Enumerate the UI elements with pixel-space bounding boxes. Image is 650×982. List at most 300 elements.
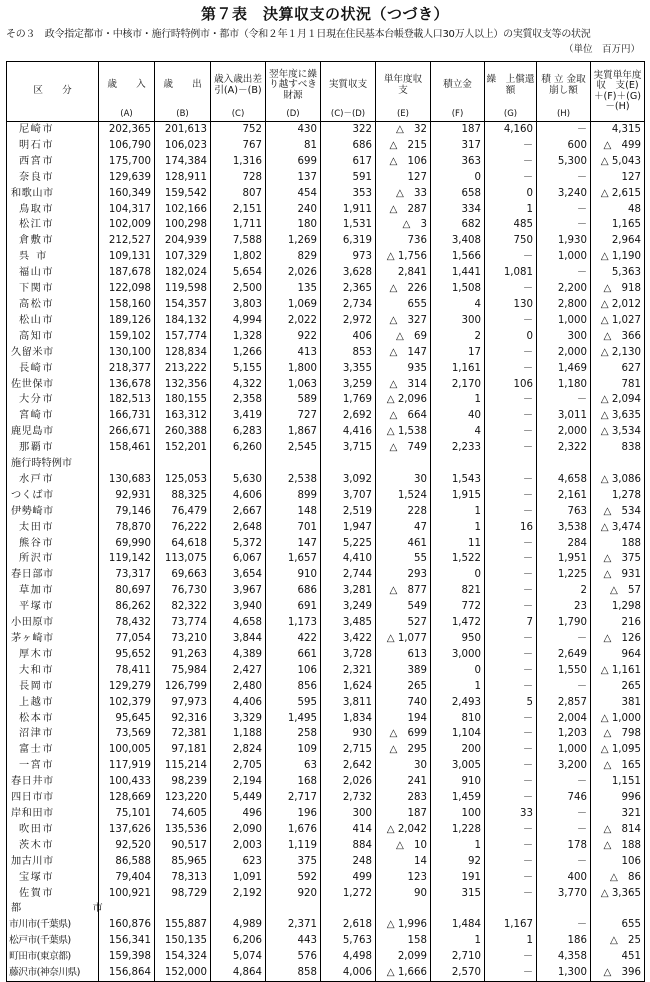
value-cell: △ 931 xyxy=(591,567,645,583)
value-cell: 4,658 xyxy=(211,615,266,631)
column-header-label: 歳 入 xyxy=(107,79,146,91)
city-name: 福山市 xyxy=(7,265,99,281)
value-cell: 413 xyxy=(266,345,321,361)
value-cell: 1,930 xyxy=(537,233,591,249)
value-cell: 77,054 xyxy=(99,631,155,647)
value-cell: 2,964 xyxy=(591,233,645,249)
value-cell: △ 5,043 xyxy=(591,154,645,170)
city-name: 藤沢市(神奈川県) xyxy=(7,965,99,981)
value-cell: 137 xyxy=(266,170,321,186)
column-header-4 xyxy=(266,62,321,122)
value-cell: 1,459 xyxy=(431,790,485,806)
value-cell: 5,074 xyxy=(211,949,266,965)
value-cell: 30 xyxy=(376,472,431,488)
value-cell: 1,069 xyxy=(266,297,321,313)
value-cell: 82,322 xyxy=(155,599,211,615)
value-cell: 400 xyxy=(537,870,591,886)
value-cell: 1,951 xyxy=(537,551,591,567)
value-cell: 90 xyxy=(376,886,431,902)
value-cell: － xyxy=(485,313,537,329)
value-cell: 2,715 xyxy=(321,742,376,758)
value-cell: 1,081 xyxy=(485,265,537,281)
value-cell: 4,358 xyxy=(537,949,591,965)
value-cell: － xyxy=(485,599,537,615)
value-cell: 117,919 xyxy=(99,758,155,774)
value-cell: 73,569 xyxy=(99,726,155,742)
column-header-9 xyxy=(537,62,591,122)
value-cell: － xyxy=(485,870,537,886)
value-cell: 315 xyxy=(431,886,485,902)
value-cell: 130 xyxy=(485,297,537,313)
value-cell: － xyxy=(537,854,591,870)
table-row xyxy=(7,695,645,711)
value-cell: △ 814 xyxy=(591,822,645,838)
value-cell: 2,170 xyxy=(431,377,485,393)
value-cell: △ 2,094 xyxy=(591,392,645,408)
value-cell: 3,485 xyxy=(321,615,376,631)
value-cell: 829 xyxy=(266,249,321,265)
value-cell: － xyxy=(485,170,537,186)
value-cell: 187 xyxy=(376,806,431,822)
column-header-label: 歳 出 xyxy=(163,79,202,91)
city-name: 加古川市 xyxy=(7,854,99,870)
value-cell: 2,824 xyxy=(211,742,266,758)
value-cell: 1,203 xyxy=(537,726,591,742)
value-cell: 260,388 xyxy=(155,424,211,440)
value-cell: △ 1,027 xyxy=(591,313,645,329)
value-cell: － xyxy=(537,170,591,186)
value-cell: △ 1,161 xyxy=(591,663,645,679)
value-cell: 78,432 xyxy=(99,615,155,631)
city-name: 茅ヶ崎市 xyxy=(7,631,99,647)
table-row xyxy=(7,329,645,345)
value-cell: 527 xyxy=(376,615,431,631)
value-cell: 4,498 xyxy=(321,949,376,965)
city-name: 水戸市 xyxy=(7,472,99,488)
value-cell: － xyxy=(485,249,537,265)
value-cell: 78,870 xyxy=(99,520,155,536)
table-row xyxy=(7,281,645,297)
value-cell: 781 xyxy=(591,377,645,393)
value-cell: 159,542 xyxy=(155,186,211,202)
value-cell: － xyxy=(537,217,591,233)
value-cell: 212,527 xyxy=(99,233,155,249)
value-cell: △ 2,130 xyxy=(591,345,645,361)
city-name: 茨木市 xyxy=(7,838,99,854)
column-header-label: 積 立 金取崩し額 xyxy=(541,74,586,96)
value-cell: 5,300 xyxy=(537,154,591,170)
value-cell: 1,834 xyxy=(321,711,376,727)
city-name: 宝塚市 xyxy=(7,870,99,886)
value-cell: 1 xyxy=(431,520,485,536)
value-cell: 1,300 xyxy=(537,965,591,981)
empty-cell xyxy=(155,456,211,472)
city-name: 小田原市 xyxy=(7,615,99,631)
column-header-0 xyxy=(7,62,99,122)
table-row xyxy=(7,933,645,949)
value-cell: 100,298 xyxy=(155,217,211,233)
value-cell: 853 xyxy=(321,345,376,361)
value-cell: △ 3,534 xyxy=(591,424,645,440)
value-cell: △ 106 xyxy=(376,154,431,170)
value-cell: 655 xyxy=(376,297,431,313)
table-row xyxy=(7,392,645,408)
value-cell: 1,167 xyxy=(485,917,537,933)
value-cell: 375 xyxy=(266,854,321,870)
value-cell: 4,322 xyxy=(211,377,266,393)
value-cell: 107,329 xyxy=(155,249,211,265)
value-cell: 686 xyxy=(266,583,321,599)
value-cell: 106,790 xyxy=(99,138,155,154)
value-cell: 2,358 xyxy=(211,392,266,408)
value-cell: 2,321 xyxy=(321,663,376,679)
value-cell: 1,161 xyxy=(431,361,485,377)
value-cell: 334 xyxy=(431,202,485,218)
table-body xyxy=(7,122,645,982)
value-cell: － xyxy=(485,536,537,552)
value-cell: 80,697 xyxy=(99,583,155,599)
table-row xyxy=(7,313,645,329)
column-header-letter: (A) xyxy=(120,108,133,119)
value-cell: 3,811 xyxy=(321,695,376,711)
value-cell: 150,135 xyxy=(155,933,211,949)
value-cell: 104,317 xyxy=(99,202,155,218)
column-header-label: 繰 上償還額 xyxy=(486,74,535,96)
value-cell: 75,101 xyxy=(99,806,155,822)
value-cell: 381 xyxy=(591,695,645,711)
value-cell: 1,495 xyxy=(266,711,321,727)
value-cell: 930 xyxy=(321,726,376,742)
value-cell: 736 xyxy=(376,233,431,249)
value-cell: 2,667 xyxy=(211,504,266,520)
value-cell: 1,484 xyxy=(431,917,485,933)
value-cell: 137,626 xyxy=(99,822,155,838)
table-row xyxy=(7,202,645,218)
column-header-1 xyxy=(99,62,155,122)
value-cell: 16 xyxy=(485,520,537,536)
value-cell: 23 xyxy=(537,599,591,615)
header-row xyxy=(7,62,645,122)
city-name: 久留米市 xyxy=(7,345,99,361)
value-cell: 1,802 xyxy=(211,249,266,265)
settlement-table xyxy=(6,61,645,982)
column-header-10 xyxy=(591,62,645,122)
value-cell: 73,317 xyxy=(99,567,155,583)
value-cell: 592 xyxy=(266,870,321,886)
value-cell: 2,493 xyxy=(431,695,485,711)
value-cell: 1 xyxy=(485,933,537,949)
table-row xyxy=(7,504,645,520)
value-cell: － xyxy=(485,440,537,456)
table-row xyxy=(7,822,645,838)
value-cell: 178 xyxy=(537,838,591,854)
empty-cell xyxy=(376,901,431,917)
city-name: 町田市(東京都) xyxy=(7,949,99,965)
value-cell: 100,433 xyxy=(99,774,155,790)
value-cell: 92,520 xyxy=(99,838,155,854)
value-cell: 2,710 xyxy=(431,949,485,965)
value-cell: 973 xyxy=(321,249,376,265)
value-cell: 106 xyxy=(266,663,321,679)
city-name: 太田市 xyxy=(7,520,99,536)
value-cell: 283 xyxy=(376,790,431,806)
value-cell: － xyxy=(485,822,537,838)
value-cell: 174,384 xyxy=(155,154,211,170)
value-cell: 168 xyxy=(266,774,321,790)
value-cell: 623 xyxy=(211,854,266,870)
value-cell: － xyxy=(485,758,537,774)
table-row xyxy=(7,472,645,488)
value-cell: 163,312 xyxy=(155,408,211,424)
empty-cell xyxy=(266,456,321,472)
value-cell: － xyxy=(485,424,537,440)
value-cell: 3,422 xyxy=(321,631,376,647)
city-name: 下関市 xyxy=(7,281,99,297)
value-cell: 30 xyxy=(376,758,431,774)
value-cell: － xyxy=(537,917,591,933)
table-row xyxy=(7,806,645,822)
value-cell: 0 xyxy=(431,170,485,186)
value-cell: 122,098 xyxy=(99,281,155,297)
value-cell: － xyxy=(485,679,537,695)
value-cell: 155,887 xyxy=(155,917,211,933)
value-cell: 3,249 xyxy=(321,599,376,615)
value-cell: 86,262 xyxy=(99,599,155,615)
value-cell: 5,155 xyxy=(211,361,266,377)
column-header-2 xyxy=(155,62,211,122)
value-cell: 2,705 xyxy=(211,758,266,774)
value-cell: 5,225 xyxy=(321,536,376,552)
value-cell: 128,834 xyxy=(155,345,211,361)
city-name: 鳥取市 xyxy=(7,202,99,218)
city-name: 岸和田市 xyxy=(7,806,99,822)
value-cell: 3,419 xyxy=(211,408,266,424)
value-cell: 1,000 xyxy=(537,742,591,758)
table-row xyxy=(7,361,645,377)
column-header-7 xyxy=(431,62,485,122)
column-header-letter: (G) xyxy=(503,108,518,119)
value-cell: 2,090 xyxy=(211,822,266,838)
value-cell: 422 xyxy=(266,631,321,647)
value-cell: 3,259 xyxy=(321,377,376,393)
table-row xyxy=(7,726,645,742)
city-name: 平塚市 xyxy=(7,599,99,615)
value-cell: △ 57 xyxy=(591,583,645,599)
value-cell: 321 xyxy=(591,806,645,822)
value-cell: 3,000 xyxy=(431,647,485,663)
table-row xyxy=(7,663,645,679)
value-cell: 33 xyxy=(485,806,537,822)
value-cell: 600 xyxy=(537,138,591,154)
value-cell: 1,000 xyxy=(537,313,591,329)
value-cell: 152,000 xyxy=(155,965,211,981)
city-name: 高知市 xyxy=(7,329,99,345)
value-cell: 81 xyxy=(266,138,321,154)
value-cell: 102,379 xyxy=(99,695,155,711)
city-name: 明石市 xyxy=(7,138,99,154)
column-header-letter: (B) xyxy=(176,108,189,119)
value-cell: 3,355 xyxy=(321,361,376,377)
value-cell: 132,356 xyxy=(155,377,211,393)
value-cell: △ 1,756 xyxy=(376,249,431,265)
value-cell: 1,522 xyxy=(431,551,485,567)
table-row xyxy=(7,551,645,567)
value-cell: 154,357 xyxy=(155,297,211,313)
value-cell: 1,165 xyxy=(591,217,645,233)
city-name: 吹田市 xyxy=(7,822,99,838)
value-cell: 922 xyxy=(266,329,321,345)
empty-cell xyxy=(155,901,211,917)
value-cell: 4,994 xyxy=(211,313,266,329)
value-cell: － xyxy=(537,822,591,838)
value-cell: △ 375 xyxy=(591,551,645,567)
value-cell: 1,441 xyxy=(431,265,485,281)
table-row xyxy=(7,424,645,440)
value-cell: 265 xyxy=(376,679,431,695)
value-cell: 266,671 xyxy=(99,424,155,440)
value-cell: 14 xyxy=(376,854,431,870)
table-row xyxy=(7,679,645,695)
value-cell: 1,676 xyxy=(266,822,321,838)
value-cell: － xyxy=(537,806,591,822)
value-cell: 691 xyxy=(266,599,321,615)
table-row xyxy=(7,711,645,727)
city-name: 熊谷市 xyxy=(7,536,99,552)
value-cell: △ 1,190 xyxy=(591,249,645,265)
value-cell: △ 3 xyxy=(376,217,431,233)
value-cell: △ 749 xyxy=(376,440,431,456)
value-cell: △ 366 xyxy=(591,329,645,345)
table-row xyxy=(7,774,645,790)
value-cell: 2,642 xyxy=(321,758,376,774)
value-cell: 4,416 xyxy=(321,424,376,440)
table-row xyxy=(7,870,645,886)
value-cell: 127 xyxy=(376,170,431,186)
value-cell: 76,730 xyxy=(155,583,211,599)
value-cell: 109 xyxy=(266,742,321,758)
value-cell: △ 215 xyxy=(376,138,431,154)
value-cell: 75,984 xyxy=(155,663,211,679)
empty-cell xyxy=(591,456,645,472)
value-cell: 1,472 xyxy=(431,615,485,631)
value-cell: △ 1,666 xyxy=(376,965,431,981)
value-cell: 241 xyxy=(376,774,431,790)
value-cell: 129,639 xyxy=(99,170,155,186)
value-cell: 810 xyxy=(431,711,485,727)
value-cell: 76,479 xyxy=(155,504,211,520)
value-cell: 3,803 xyxy=(211,297,266,313)
table-row xyxy=(7,520,645,536)
value-cell: 2,857 xyxy=(537,695,591,711)
table-title: 第７表 決算収支の状況（つづき） xyxy=(200,5,449,23)
column-header-label: 積立金 xyxy=(443,79,472,91)
city-name: 宮崎市 xyxy=(7,408,99,424)
value-cell: 4,160 xyxy=(485,122,537,138)
empty-cell xyxy=(321,456,376,472)
value-cell: 5,449 xyxy=(211,790,266,806)
value-cell: 2,099 xyxy=(376,949,431,965)
value-cell: 63 xyxy=(266,758,321,774)
city-name: 那覇市 xyxy=(7,440,99,456)
value-cell: 728 xyxy=(211,170,266,186)
value-cell: 158,461 xyxy=(99,440,155,456)
value-cell: △ 188 xyxy=(591,838,645,854)
empty-cell xyxy=(431,901,485,917)
value-cell: 106 xyxy=(591,854,645,870)
city-name: 高松市 xyxy=(7,297,99,313)
value-cell: 1 xyxy=(485,202,537,218)
value-cell: 1,188 xyxy=(211,726,266,742)
value-cell: 1,000 xyxy=(537,249,591,265)
value-cell: 2,322 xyxy=(537,440,591,456)
value-cell: 763 xyxy=(537,504,591,520)
value-cell: △ 1,095 xyxy=(591,742,645,758)
value-cell: 90,517 xyxy=(155,838,211,854)
value-cell: 119,598 xyxy=(155,281,211,297)
value-cell: － xyxy=(485,838,537,854)
value-cell: 2,022 xyxy=(266,313,321,329)
value-cell: 0 xyxy=(431,567,485,583)
table-row xyxy=(7,233,645,249)
value-cell: △ 295 xyxy=(376,742,431,758)
value-cell: － xyxy=(485,886,537,902)
value-cell: － xyxy=(485,567,537,583)
value-cell: － xyxy=(485,742,537,758)
value-cell: 2,233 xyxy=(431,440,485,456)
value-cell: 2,800 xyxy=(537,297,591,313)
value-cell: 300 xyxy=(431,313,485,329)
value-cell: － xyxy=(485,281,537,297)
value-cell: 2,026 xyxy=(266,265,321,281)
value-cell: 97,181 xyxy=(155,742,211,758)
value-cell: 2,545 xyxy=(266,440,321,456)
value-cell: 109,131 xyxy=(99,249,155,265)
section-row xyxy=(7,901,645,917)
value-cell: 156,341 xyxy=(99,933,155,949)
table-row xyxy=(7,138,645,154)
value-cell: 55 xyxy=(376,551,431,567)
value-cell: 160,876 xyxy=(99,917,155,933)
city-name: 呉市 xyxy=(7,249,99,265)
value-cell: 5,654 xyxy=(211,265,266,281)
value-cell: － xyxy=(537,392,591,408)
value-cell: 2,744 xyxy=(321,567,376,583)
section-row xyxy=(7,456,645,472)
value-cell: － xyxy=(485,488,537,504)
table-row xyxy=(7,377,645,393)
value-cell: 899 xyxy=(266,488,321,504)
city-name: 所沢市 xyxy=(7,551,99,567)
value-cell: 0 xyxy=(485,186,537,202)
value-cell: 443 xyxy=(266,933,321,949)
table-row xyxy=(7,599,645,615)
value-cell: 613 xyxy=(376,647,431,663)
city-name: 尼崎市 xyxy=(7,122,99,138)
city-name: 鹿児島市 xyxy=(7,424,99,440)
table-row xyxy=(7,154,645,170)
empty-cell xyxy=(431,456,485,472)
value-cell: 2,732 xyxy=(321,790,376,806)
value-cell: 300 xyxy=(321,806,376,822)
column-header-label: 歳入歳出差 引(A)－(B) xyxy=(214,74,272,96)
value-cell: 7 xyxy=(485,615,537,631)
value-cell: 4 xyxy=(431,297,485,313)
value-cell: 1,508 xyxy=(431,281,485,297)
value-cell: 3,240 xyxy=(537,186,591,202)
value-cell: 2,003 xyxy=(211,838,266,854)
value-cell: △ 2,615 xyxy=(591,186,645,202)
value-cell: △ 798 xyxy=(591,726,645,742)
